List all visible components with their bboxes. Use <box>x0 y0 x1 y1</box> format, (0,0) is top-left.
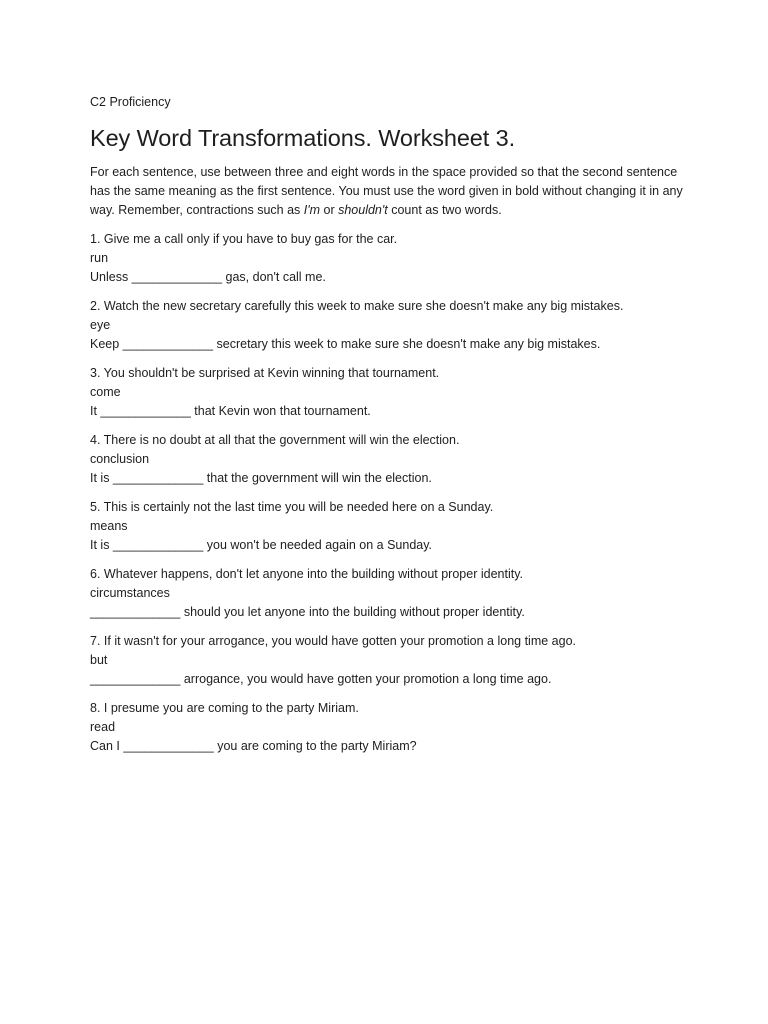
question-item-8 <box>90 699 690 756</box>
question-sentence: 7. If it wasn't for your arrogance, you would have gotten your promotion a long time ago. <box>90 634 576 648</box>
question-keyword: but <box>90 653 108 667</box>
question-transformation: Keep _____________ secretary this week to make sure she doesn't make any big mistakes. <box>90 337 601 351</box>
question-sentence: 2. Watch the new secretary carefully this week to make sure she doesn't make any big mistakes. <box>90 299 624 313</box>
question-sentence: 4. There is no doubt at all that the government will win the election. <box>90 433 460 447</box>
question-transformation: _____________ should you let anyone into the building without proper identity. <box>90 605 525 619</box>
question-item-2 <box>90 297 690 354</box>
instructions-text-3: count as two words. <box>387 203 502 217</box>
question-transformation: It _____________ that Kevin won that tournament. <box>90 404 371 418</box>
question-transformation: Can I _____________ you are coming to the party Miriam? <box>90 739 417 753</box>
instructions-paragraph <box>90 163 690 220</box>
level-label: C2 Proficiency <box>90 95 171 109</box>
page-title: Key Word Transformations. Worksheet 3. <box>90 125 516 151</box>
question-keyword: means <box>90 519 128 533</box>
question-keyword: come <box>90 385 121 399</box>
question-keyword: circumstances <box>90 586 170 600</box>
question-transformation: It is _____________ that the government will win the election. <box>90 471 432 485</box>
question-item-6 <box>90 565 690 622</box>
instructions-example-1: I'm <box>303 203 321 217</box>
question-item-1 <box>90 230 690 287</box>
question-item-4 <box>90 431 690 488</box>
question-keyword: run <box>90 251 109 265</box>
worksheet-page <box>90 94 690 756</box>
question-sentence: 1. Give me a call only if you have to buy gas for the car. <box>90 232 398 246</box>
question-transformation: Unless _____________ gas, don't call me. <box>90 270 326 284</box>
instructions-text-1: For each sentence, use between three and eight words in the space provided so that the second sentence has the same meaning as the first sentence. You must use the word given in bold without changing it in any way. Remember, contractions such as <box>90 165 683 217</box>
question-keyword: eye <box>90 318 111 332</box>
question-keyword: conclusion <box>90 452 150 466</box>
question-item-3 <box>90 364 690 421</box>
question-transformation: _____________ arrogance, you would have gotten your promotion a long time ago. <box>90 672 552 686</box>
question-transformation: It is _____________ you won't be needed again on a Sunday. <box>90 538 433 552</box>
question-keyword: read <box>90 720 116 734</box>
question-sentence: 8. I presume you are coming to the party Miriam. <box>90 701 359 715</box>
question-sentence: 5. This is certainly not the last time you will be needed here on a Sunday. <box>90 500 494 514</box>
instructions-text-2: or <box>320 203 339 217</box>
question-item-7 <box>90 632 690 689</box>
instructions-example-2: shouldn't <box>338 203 388 217</box>
question-sentence: 6. Whatever happens, don't let anyone into the building without proper identity. <box>90 567 523 581</box>
question-item-5 <box>90 498 690 555</box>
question-sentence: 3. You shouldn't be surprised at Kevin winning that tournament. <box>90 366 440 380</box>
